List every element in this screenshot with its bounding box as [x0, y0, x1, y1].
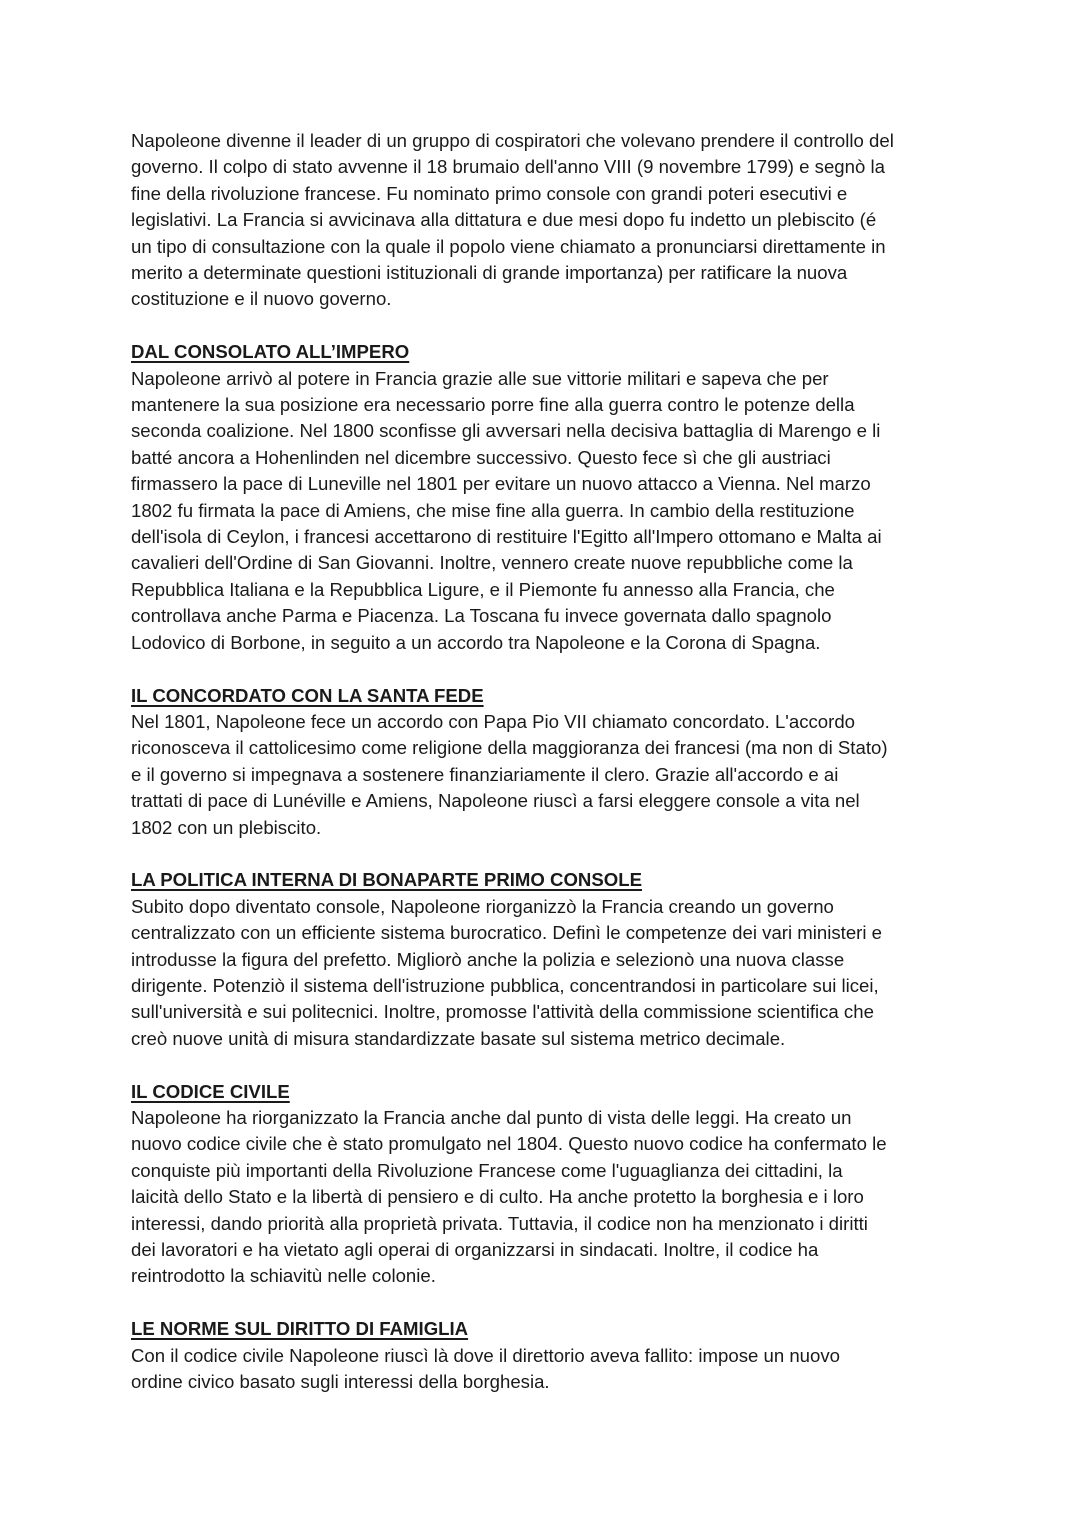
- section-paragraph: Nel 1801, Napoleone fece un accordo con Papa Pio VII chiamato concordato. L'accordo riconosceva il cattolicesimo come religione della maggioranza dei francesi (ma non di Stato) e il governo si impegnava a sostenere finanziariamente il clero. Grazie all'accordo e ai trattati di pace di Lunéville e Amiens, Napoleone riuscì a farsi eleggere console a vita nel 1802 con un plebiscito.: [131, 710, 888, 838]
- section-codice-civile: [131, 1079, 961, 1290]
- section-heading: IL CODICE CIVILE: [131, 1080, 290, 1102]
- section-consolato-impero: [131, 339, 961, 656]
- section-diritto-famiglia: [131, 1316, 961, 1395]
- section-paragraph: Con il codice civile Napoleone riuscì là dove il direttorio aveva fallito: impose un nuovo ordine civico basato sugli interessi della borghesia.: [131, 1344, 841, 1393]
- intro-paragraph: Napoleone divenne il leader di un gruppo di cospiratori che volevano prendere il controllo del governo. Il colpo di stato avvenne il 18 brumaio dell'anno VIII (9 novembre 1799) e segnò la fine della rivoluzione francese. Fu nominato primo console con grandi poteri esecutivi e legislativi. La Francia si avvicinava alla dittatura e due mesi dopo fu indetto un plebiscito (é un tipo di consultazione con la quale il popolo viene chiamato a pronunciarsi direttamente in merito a determinate questioni istituzionali di grande importanza) per ratificare la nuova costituzione e il nuovo governo.: [131, 130, 894, 310]
- section-concordato: [131, 683, 961, 841]
- section-heading: IL CONCORDATO CON LA SANTA FEDE: [131, 684, 484, 706]
- section-paragraph: Napoleone arrivò al potere in Francia grazie alle sue vittorie militari e sapeva che per mantenere la sua posizione era necessario porre fine alla guerra contro le potenze della seconda coalizione. Nel 1800 sconfisse gli avversari nella decisiva battaglia di Marengo e li batté ancora a Hohenlinden nel dicembre successivo. Questo fece sì che gli austriaci firmassero la pace di Luneville nel 1801 per evitare un nuovo attacco a Vienna. Nel marzo 1802 fu firmata la pace di Amiens, che mise fine alla guerra. In cambio della restituzione dell'isola di Ceylon, i francesi accettarono di restituire l'Egitto all'Impero ottomano e Malta ai cavalieri dell'Ordine di San Giovanni. Inoltre, vennero create nuove repubbliche come la Repubblica Italiana e la Repubblica Ligure, e il Piemonte fu annesso alla Francia, che controllava anche Parma e Piacenza. La Toscana fu invece governata dallo spagnolo Lodovico di Borbone, in seguito a un accordo tra Napoleone e la Corona di Spagna.: [131, 367, 882, 653]
- section-politica-interna: [131, 867, 961, 1052]
- document-page: [131, 128, 961, 1395]
- section-paragraph: Napoleone ha riorganizzato la Francia anche dal punto di vista delle leggi. Ha creato un nuovo codice civile che è stato promulgato nel 1804. Questo nuovo codice ha confermato le conquiste più importanti della Rivoluzione Francese come l'uguaglianza dei cittadini, la laicità dello Stato e la libertà di pensiero e di culto. Ha anche protetto la borghesia e i loro interessi, dando priorità alla proprietà privata. Tuttavia, il codice non ha menzionato i diritti dei lavoratori e ha vietato agli operai di organizzarsi in sindacati. Inoltre, il codice ha reintrodotto la schiavitù nelle colonie.: [131, 1106, 887, 1287]
- section-heading: LA POLITICA INTERNA DI BONAPARTE PRIMO CONSOLE: [131, 869, 642, 891]
- section-heading: DAL CONSOLATO ALL’IMPERO: [131, 341, 410, 363]
- section-heading: LE NORME SUL DIRITTO DI FAMIGLIA: [131, 1318, 469, 1340]
- section-paragraph: Subito dopo diventato console, Napoleone riorganizzò la Francia creando un governo centralizzato con un efficiente sistema burocratico. Definì le competenze dei vari ministeri e introdusse la figura del prefetto. Migliorò anche la polizia e selezionò una nuova classe dirigente. Potenziò il sistema dell'istruzione pubblica, concentrandosi in particolare sui licei, sull'università e sui politecnici. Inoltre, promosse l'attività della commissione scientifica che creò nuove unità di misura standardizzate basate sul sistema metrico decimale.: [131, 895, 882, 1049]
